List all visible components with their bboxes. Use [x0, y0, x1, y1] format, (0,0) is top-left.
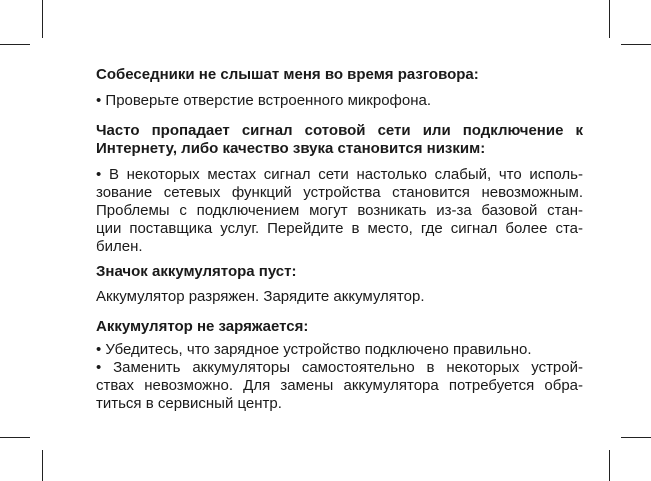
section-heading: Интернету, либо качество звука становится низким:	[96, 140, 486, 157]
body-line: • Убедитесь, что зарядное устройство подключено правильно.	[96, 341, 532, 358]
body-line: ции поставщика услуг. Перейдите в место, где сигнал более ста-	[96, 220, 583, 237]
body-line: • В некоторых местах сигнал сети настолько слабый, что исполь-	[96, 166, 583, 183]
body-line: титься в сервисный центр.	[96, 395, 282, 412]
body-line: • Заменить аккумуляторы самостоятельно в некоторых устрой-	[96, 359, 583, 376]
crop-mark	[609, 450, 610, 481]
section-heading: Значок аккумулятора пуст:	[96, 263, 297, 280]
body-line: Проблемы с подключением могут возникать из-за базовой стан-	[96, 202, 583, 219]
body-line: ствах невозможно. Для замены аккумулятора потребуется обра-	[96, 377, 583, 394]
crop-mark	[42, 450, 43, 481]
crop-mark	[42, 0, 43, 38]
crop-mark	[0, 437, 30, 438]
crop-mark	[0, 44, 30, 45]
crop-mark	[609, 0, 610, 38]
section-heading: Аккумулятор не заряжается:	[96, 318, 309, 335]
crop-mark	[621, 437, 651, 438]
body-line: билен.	[96, 238, 143, 255]
body-line: зование сетевых функций устройства становится невозможным.	[96, 184, 583, 201]
body-line: Аккумулятор разряжен. Зарядите аккумулятор.	[96, 288, 425, 305]
section-heading: Часто пропадает сигнал сотовой сети или подключение к	[96, 122, 583, 139]
body-line: • Проверьте отверстие встроенного микрофона.	[96, 92, 432, 109]
section-heading: Собеседники не слышат меня во время разговора:	[96, 66, 479, 83]
crop-mark	[621, 44, 651, 45]
